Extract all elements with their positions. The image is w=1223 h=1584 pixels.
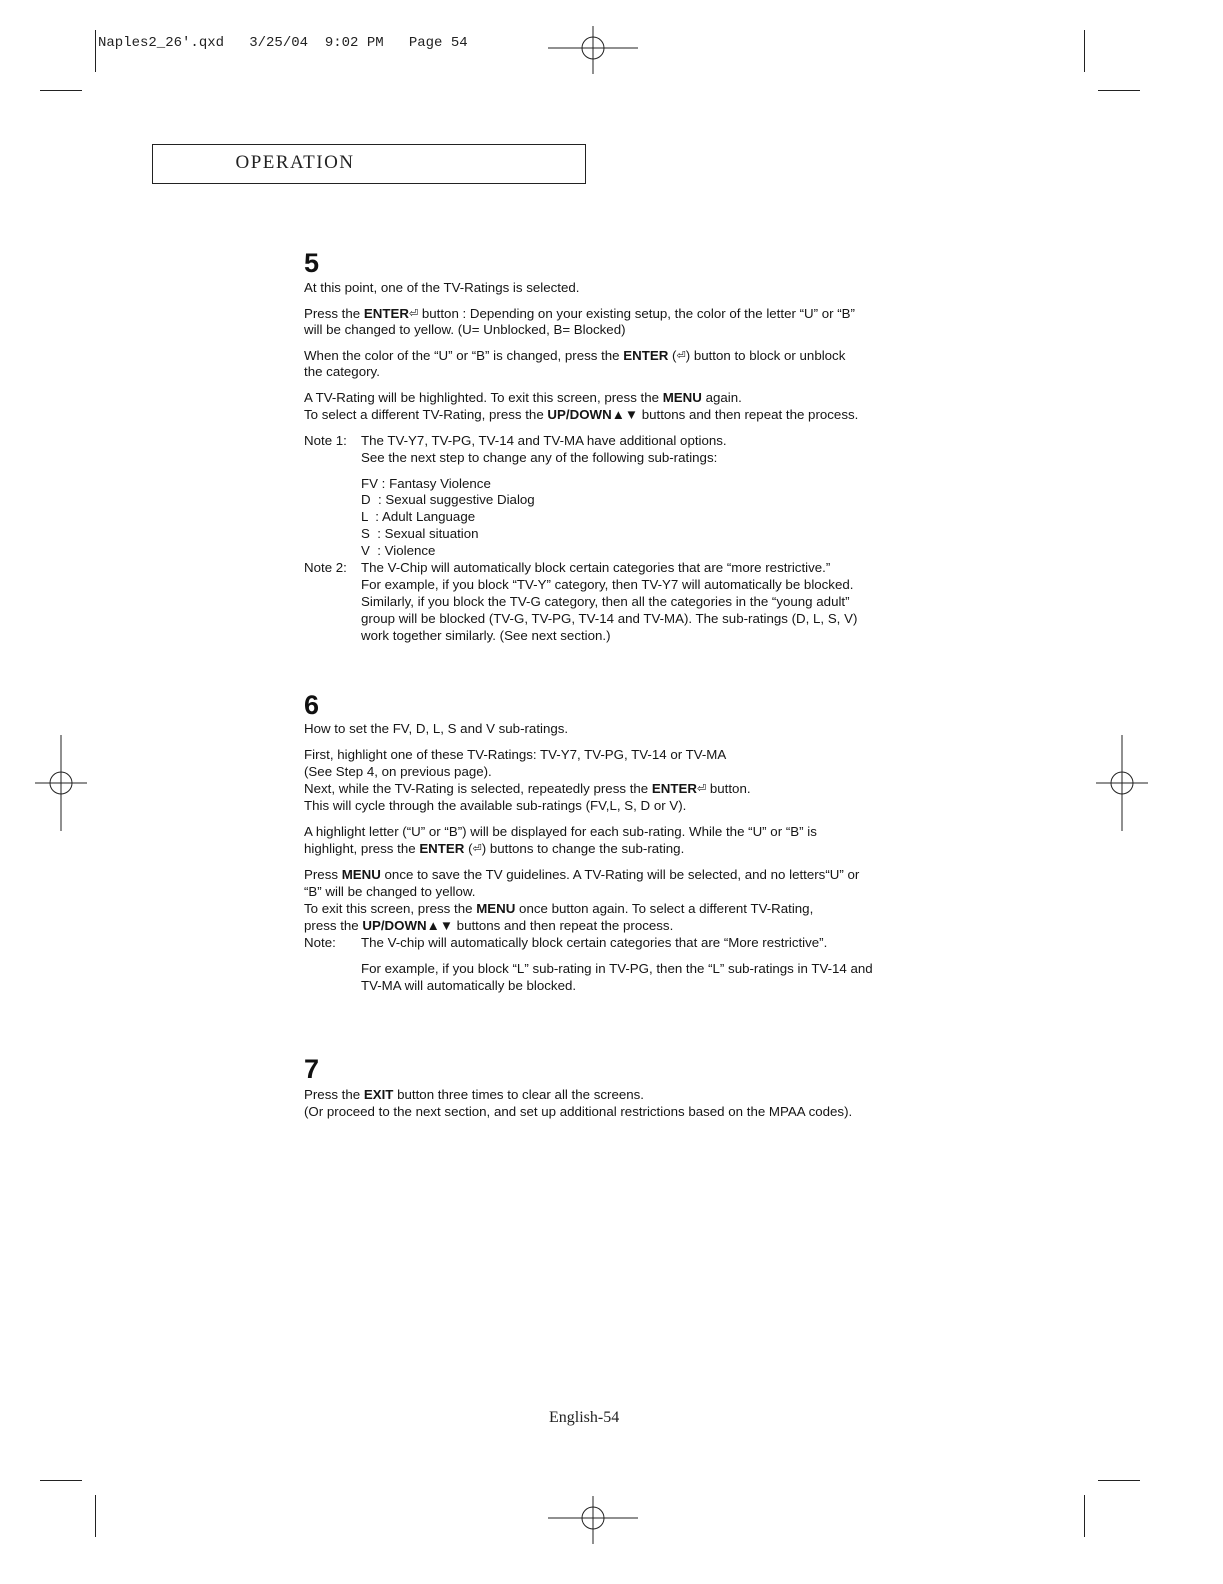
note-text: For example, if you block “L” sub-rating in TV-PG, then the “L” sub-ratings in TV-14 and xyxy=(361,961,873,976)
paragraph: Next, while the TV-Rating is selected, repeatedly press the ENTER⏎ button. xyxy=(304,781,751,796)
paragraph: press the UP/DOWN▲▼ buttons and then repeat the process. xyxy=(304,918,674,933)
note-label: Note: xyxy=(304,935,336,950)
note-text: work together similarly. (See next section.) xyxy=(361,628,611,643)
crop-mark xyxy=(1084,30,1085,72)
enter-icon: ⏎ xyxy=(696,783,707,795)
registration-mark-icon xyxy=(1096,735,1148,831)
note-label: Note 2: xyxy=(304,560,347,575)
note-text: For example, if you block “TV-Y” category, then TV-Y7 will automatically be blocked. xyxy=(361,577,854,592)
paragraph: A highlight letter (“U” or “B”) will be displayed for each sub-rating. While the “U” or “B” is xyxy=(304,824,817,839)
paragraph: highlight, press the ENTER (⏎) buttons to change the sub-rating. xyxy=(304,841,685,856)
paragraph: “B” will be changed to yellow. xyxy=(304,884,476,899)
sub-rating-item: FV : Fantasy Violence xyxy=(361,476,491,491)
paragraph: When the color of the “U” or “B” is changed, press the ENTER (⏎) button to block or unblock xyxy=(304,348,846,363)
paragraph: To select a different TV-Rating, press the UP/DOWN▲▼ buttons and then repeat the process. xyxy=(304,407,859,422)
sub-rating-item: S : Sexual situation xyxy=(361,526,479,541)
step-number: 6 xyxy=(304,690,320,720)
sub-rating-item: V : Violence xyxy=(361,543,436,558)
step-number: 7 xyxy=(304,1054,320,1084)
enter-icon: ⏎ xyxy=(408,308,419,320)
paragraph: Press the ENTER⏎ button : Depending on your existing setup, the color of the letter “U” or “B” xyxy=(304,306,855,321)
paragraph: Press the EXIT button three times to clear all the screens. xyxy=(304,1087,644,1102)
crop-mark xyxy=(1084,1495,1085,1537)
crop-mark xyxy=(1098,1480,1140,1481)
paragraph: will be changed to yellow. (U= Unblocked, B= Blocked) xyxy=(304,322,626,337)
enter-icon: ⏎ xyxy=(472,843,482,855)
page-number: English-54 xyxy=(549,1409,620,1426)
paragraph: This will cycle through the available sub-ratings (FV,L, S, D or V). xyxy=(304,798,687,813)
note-text: See the next step to change any of the following sub-ratings: xyxy=(361,450,718,465)
paragraph: A TV-Rating will be highlighted. To exit this screen, press the MENU again. xyxy=(304,390,742,405)
crop-mark xyxy=(40,90,82,91)
crop-mark xyxy=(95,1495,96,1537)
paragraph: At this point, one of the TV-Ratings is selected. xyxy=(304,280,580,295)
registration-mark-icon xyxy=(548,24,638,76)
sub-rating-item: D : Sexual suggestive Dialog xyxy=(361,492,535,507)
note-text: group will be blocked (TV-G, TV-PG, TV-14 and TV-MA). The sub-ratings (D, L, S, V) xyxy=(361,611,858,626)
note-text: TV-MA will automatically be blocked. xyxy=(361,978,577,993)
paragraph: How to set the FV, D, L, S and V sub-ratings. xyxy=(304,721,569,736)
print-slug: Naples2_26'.qxd 3/25/04 9:02 PM Page 54 xyxy=(98,35,468,51)
paragraph: First, highlight one of these TV-Ratings: TV-Y7, TV-PG, TV-14 or TV-MA xyxy=(304,747,727,762)
paragraph: Press MENU once to save the TV guidelines. A TV-Rating will be selected, and no letters“U” or xyxy=(304,867,860,882)
note-label: Note 1: xyxy=(304,433,347,448)
crop-mark xyxy=(1098,90,1140,91)
step-number: 5 xyxy=(304,248,320,278)
note-text: Similarly, if you block the TV-G category, then all the categories in the “young adult” xyxy=(361,594,850,609)
note-text: The TV-Y7, TV-PG, TV-14 and TV-MA have additional options. xyxy=(361,433,727,448)
registration-mark-icon xyxy=(548,1494,638,1546)
sub-rating-item: L : Adult Language xyxy=(361,509,476,524)
paragraph: (See Step 4, on previous page). xyxy=(304,764,492,779)
paragraph: To exit this screen, press the MENU once button again. To select a different TV-Rating, xyxy=(304,901,814,916)
registration-mark-icon xyxy=(35,735,87,831)
up-down-arrow-icon: ▲▼ xyxy=(611,407,639,422)
section-title: OPERATION xyxy=(235,152,355,173)
paragraph: (Or proceed to the next section, and set up additional restrictions based on the MPAA codes). xyxy=(304,1104,853,1119)
enter-icon: ⏎ xyxy=(676,350,686,362)
up-down-arrow-icon: ▲▼ xyxy=(426,918,453,933)
note-text: The V-chip will automatically block certain categories that are “More restrictive”. xyxy=(361,935,828,950)
crop-mark xyxy=(40,1480,82,1481)
note-text: The V-Chip will automatically block certain categories that are “more restrictive.” xyxy=(361,560,831,575)
crop-mark xyxy=(95,30,96,72)
paragraph: the category. xyxy=(304,364,380,379)
